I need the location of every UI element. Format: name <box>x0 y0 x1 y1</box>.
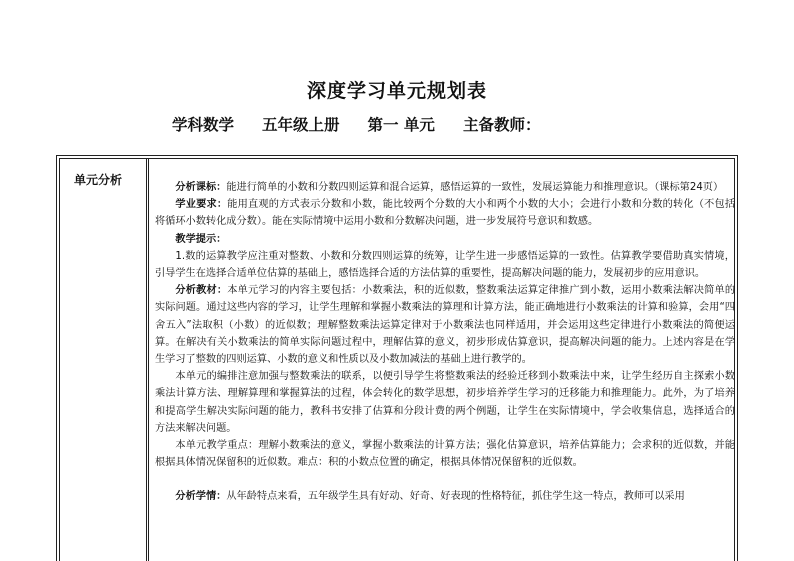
learner-label: 分析学情： <box>175 491 227 503</box>
standards-paragraph <box>155 179 735 196</box>
arrangement-paragraph: 本单元的编排注意加强与整数乘法的联系，以便引导学生将整数乘法的经验迁移到小数乘法中来，让学生经历自主探索小数乘法计算方法、理解算理和掌握算法的过程，体会转化的数学思想，初步培养学生学习的迁移能力和推理能力。此外，为了培养和提高学生解决实际问题的能力，教科书安排了估算和分段计费的两个例题，让学生在实际情境中，学会收集信息，选择适合的方法来解决问题。 <box>155 371 735 434</box>
grade-label: 五年级上册 <box>262 115 340 134</box>
teaching-tips-label: 教学提示： <box>175 233 227 245</box>
key-points-paragraph: 本单元教学重点：理解小数乘法的意义，掌握小数乘法的计算方法；强化估算意识，培养估算能力；会求积的近似数，并能根据具体情况保留积的近似数。难点：积的小数点位置的确定，根据具体情况保留积的近似数。 <box>155 440 735 469</box>
requirements-paragraph <box>155 196 735 230</box>
teacher-label: 主备教师： <box>462 115 541 134</box>
planning-table <box>56 155 738 561</box>
textbook-text: 本单元学习的内容主要包括：小数乘法，积的近似数，整数乘法运算定律推广到小数，运用小数乘法解决简单的实际问题。通过这些内容的学习，让学生理解和掌握小数乘法的算理和计算方法，能正确地进行小数乘法的计算和验算，会用“四舍五入”法取积（小数）的近似数；理解整数乘法运算定律对于小数乘法也同样适用，并会运用这些定律进行小数乘法的简便运算。在解决有关小数乘法的简单实际问题过程中，理解估算的意义，初步形成估算意识，提高解决问题的能力。上述内容是在学生学习了整数的四则运算、小数的意义和性质以及小数加减法的基础上进行教学的。 <box>155 285 736 366</box>
learner-text: 从年龄特点来看，五年级学生具有好动、好奇、好表现的性格特征，抓住学生这一特点，教师可以采用 <box>226 491 685 503</box>
teaching-tips-heading <box>155 231 735 248</box>
table-inner-border <box>59 158 735 561</box>
unit-label: 第一 单元 <box>367 115 435 134</box>
standards-label: 分析课标： <box>175 182 227 193</box>
textbook-label: 分析教材： <box>175 285 228 297</box>
row-label-unit-analysis: 单元分析 <box>74 173 123 187</box>
header-line <box>172 113 568 135</box>
learner-paragraph <box>155 488 735 505</box>
textbook-paragraph <box>155 282 735 368</box>
standards-text: 能进行简单的小数和分数四则运算和混合运算，感悟运算的一致性，发展运算能力和推理意识。（课标第24页） <box>226 182 724 193</box>
subject-label: 学科数学 <box>172 115 235 134</box>
page-title: 深度学习单元规划表 <box>306 80 487 102</box>
teaching-tips-paragraph: 1.数的运算教学应注重对整数、小数和分数四则运算的统筹，让学生进一步感悟运算的一致性。估算教学要借助真实情境，引导学生在选择合适单位估算的基础上，感悟选择合适的方法估算的重要性，提高解决问题的能力，发展初步的应用意识。 <box>155 250 735 280</box>
paragraph-gap <box>155 471 735 488</box>
column-divider <box>146 159 149 561</box>
analysis-content <box>155 179 735 506</box>
requirements-label: 学业要求： <box>175 199 228 211</box>
requirements-text: 能用直观的方式表示分数和小数，能比较两个分数的大小和两个小数的大小；会进行小数和分数的转化（不包括将循环小数转化成分数）。能在实际情境中运用小数和分数解决问题，进一步发展符号意识和数感。 <box>155 199 736 228</box>
